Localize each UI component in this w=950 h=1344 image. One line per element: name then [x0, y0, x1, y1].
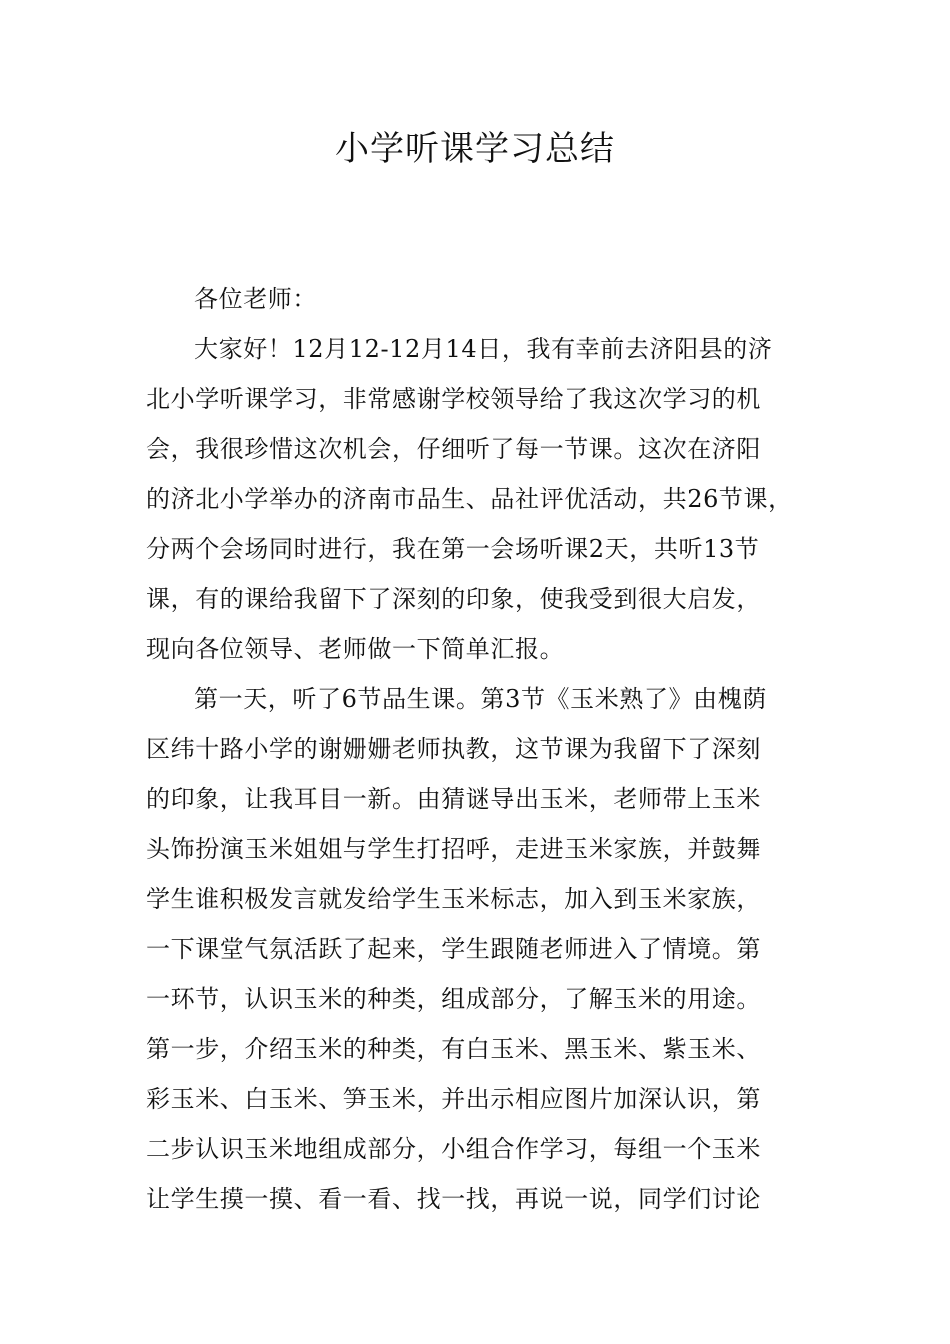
body-line: 课，有的课给我留下了深刻的印象，使我受到很大启发， [146, 585, 761, 613]
body-line: 的印象，让我耳目一新。由猜谜导出玉米，老师带上玉米 [146, 785, 761, 813]
body-line: 北小学听课学习，非常感谢学校领导给了我这次学习的机 [146, 385, 761, 413]
body-line: 学生谁积极发言就发给学生玉米标志，加入到玉米家族， [146, 885, 761, 913]
document-title: 小学听课学习总结 [335, 129, 615, 169]
body-line: 彩玉米、白玉米、笋玉米，并出示相应图片加深认识，第 [146, 1085, 761, 1113]
body-line: 现向各位领导、老师做一下简单汇报。 [146, 635, 565, 663]
body-line: 二步认识玉米地组成部分，小组合作学习，每组一个玉米 [146, 1135, 761, 1163]
body-line: 第一天，听了6节品生课。第3节《玉米熟了》由槐荫 [194, 685, 767, 713]
body-line: 头饰扮演玉米姐姐与学生打招呼，走进玉米家族，并鼓舞 [146, 835, 761, 863]
body-line: 一环节，认识玉米的种类，组成部分，了解玉米的用途。 [146, 985, 761, 1013]
body-line: 第一步，介绍玉米的种类，有白玉米、黑玉米、紫玉米、 [146, 1035, 761, 1063]
body-line: 一下课堂气氛活跃了起来，学生跟随老师进入了情境。第 [146, 935, 761, 963]
body-line: 分两个会场同时进行，我在第一会场听课2天，共听13节 [146, 535, 760, 563]
body-line: 让学生摸一摸、看一看、找一找，再说一说，同学们讨论 [146, 1185, 761, 1213]
body-line: 的济北小学举办的济南市品生、品社评优活动，共26节课， [146, 485, 793, 513]
body-line: 区纬十路小学的谢姗姗老师执教，这节课为我留下了深刻 [146, 735, 761, 763]
body-line: 会，我很珍惜这次机会，仔细听了每一节课。这次在济阳 [146, 435, 761, 463]
salutation-line: 各位老师： [194, 285, 317, 313]
body-line: 大家好！12月12-12月14日，我有幸前去济阳县的济 [194, 335, 773, 363]
